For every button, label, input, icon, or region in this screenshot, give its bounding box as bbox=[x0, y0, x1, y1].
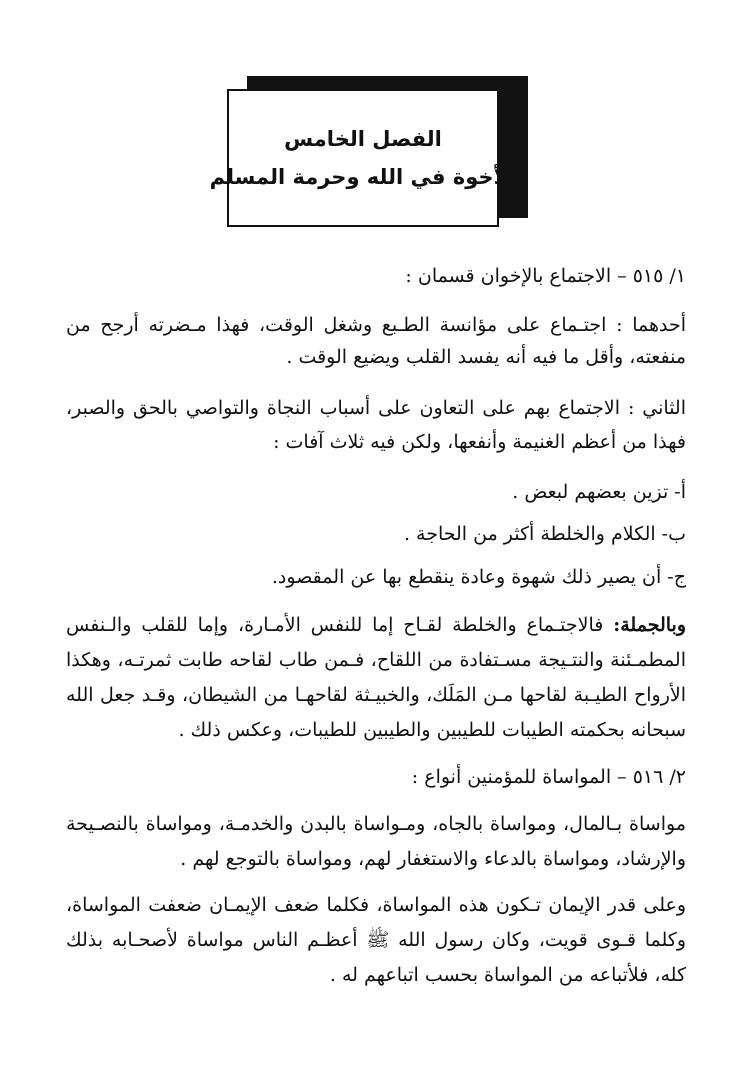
chapter-title: الأخوة في الله وحرمة المسلم bbox=[209, 165, 517, 189]
paragraph-line: منفعته، وأقل ما فيه أنه يفسد القلب ويضيع الوقت . bbox=[286, 346, 686, 368]
list-item-a: أ- تزين بعضهم لبعض . bbox=[512, 481, 686, 503]
paragraph-line: والإرشاد، ومواساة بالدعاء والاستغفار لهم، ومواساة بالتوجع لهم . bbox=[180, 848, 686, 870]
section-515-heading: ١/ ٥١٥ – الاجتماع بالإخوان قسمان : bbox=[405, 265, 686, 287]
paragraph-line: سبحانه بحكمته الطيبات للطيبين والطيبين للطيبات، وعكس ذلك . bbox=[178, 719, 686, 741]
paragraph-line: وكلما قـوى قويت، وكان رسول الله ﷺ أعظـم الناس مواساة لأصحـابه بذلك bbox=[66, 929, 686, 951]
paragraph-line: المطمـئنة والنتـيجة مسـتفادة من اللقاح، فـمن طاب لقاحه طابت ثمرتـه، وهكذا bbox=[66, 649, 686, 671]
paragraph-line: كله، فلأتباعه من المواساة بحسب اتباعهم له . bbox=[329, 964, 686, 986]
list-item-b: ب- الكلام والخلطة أكثر من الحاجة . bbox=[403, 523, 686, 545]
paragraph-line: الأرواح الطيـبة لقاحها مـن المَلَك، والخبيـثة لقاحهـا من الشيطان، وقـد جعل الله bbox=[66, 684, 686, 706]
summary-line bbox=[66, 613, 686, 637]
chapter-title-box bbox=[209, 89, 517, 227]
list-item-c: ج- أن يصير ذلك شهوة وعادة ينقطع بها عن المقصود. bbox=[271, 566, 686, 588]
summary-lead: وبالجملة: bbox=[613, 614, 686, 636]
section-516-heading: ٢/ ٥١٦ – المواساة للمؤمنين أنواع : bbox=[411, 766, 686, 788]
paragraph-line: الثاني : الاجتماع بهم على التعاون على أسباب النجاة والتواصي بالحق والصبر، bbox=[66, 397, 686, 419]
paragraph-line: فهذا من أعظم الغنيمة وأنفعها، ولكن فيه ثلاث آفات : bbox=[273, 431, 686, 453]
paragraph-line: وعلى قدر الإيمان تـكون هذه المواساة، فكلما ضعف الإيمـان ضعفت المواساة، bbox=[66, 894, 686, 916]
summary-text: فالاجتـماع والخلطة لقـاح إما للنفس الأمـارة، وإما للقلب والـنفس bbox=[66, 614, 604, 636]
paragraph-line: مواساة بـالمال، ومواساة بالجاه، ومـواساة بالبدن والخدمـة، ومواساة بالنصـيحة bbox=[66, 813, 686, 835]
paragraph-line: أحدهما : اجتـماع على مؤانسة الطـبع وشغل الوقت، فهذا مـضرته أرجح من bbox=[66, 314, 686, 336]
chapter-label: الفصل الخامس bbox=[284, 127, 442, 151]
